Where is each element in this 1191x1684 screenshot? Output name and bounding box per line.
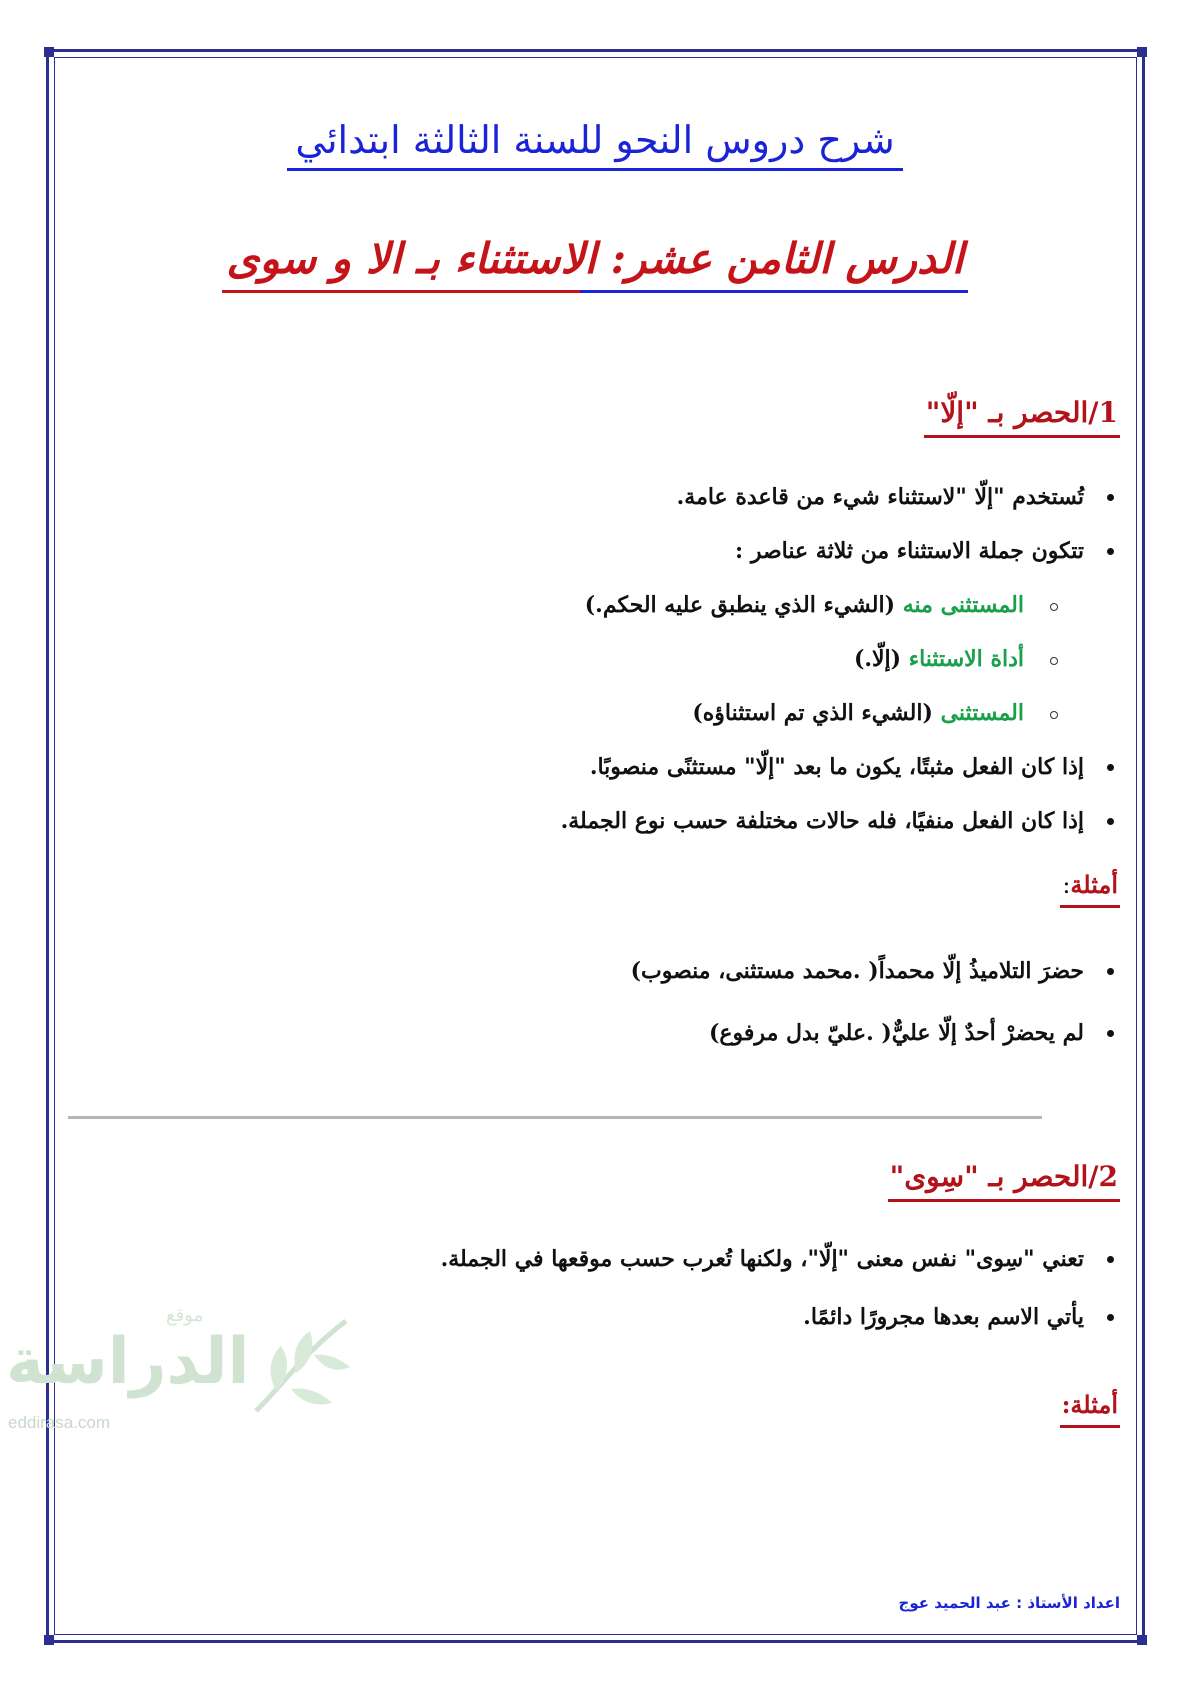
section-divider (68, 1116, 1042, 1119)
bullet-icon (1107, 494, 1114, 501)
lesson-title-underline-red (222, 290, 580, 293)
author-credit: اعداد الأستاذ : عبد الحميد عوج (898, 1594, 1120, 1612)
bullet-icon (1107, 1256, 1114, 1263)
section2-number: 2/ (1088, 1160, 1118, 1193)
bullet-icon (1107, 764, 1114, 771)
main-title-text: شرح دروس النحو للسنة الثالثة ابتدائي (287, 118, 902, 171)
section2-keyword: "سِوى" (889, 1160, 979, 1193)
example-item: لم يحضرْ أحدٌ إلّا عليٌّ( .عليّ بدل مرفوع) (120, 1002, 1120, 1064)
site-watermark-logo (6, 1305, 346, 1445)
watermark-brand-text: الدراسة (6, 1325, 250, 1399)
section1-examples-heading: أمثلة: (1060, 870, 1120, 908)
list-item: تُستخدم "إلّا "لاستثناء شيء من قاعدة عامة. (120, 470, 1120, 524)
frame-corner (1137, 47, 1147, 57)
element-term: المستثنى (940, 700, 1024, 726)
list-item: تعني "سِوى" نفس معنى "إلّا"، ولكنها تُعرب حسب موقعها في الجملة. (120, 1230, 1120, 1288)
list-item: المستثنى (الشيء الذي تم استثناؤه) (120, 686, 1120, 740)
bullet-icon (1107, 548, 1114, 555)
section1-number: 1/ (1088, 396, 1118, 429)
section2-heading-text: الحصر بـ (978, 1160, 1089, 1193)
bullet-icon (1107, 968, 1114, 975)
lesson-title (70, 234, 1120, 293)
element-term: المستثنى منه (902, 592, 1024, 618)
list-item: المستثنى منه (الشيء الذي ينطبق عليه الحكم.) (120, 578, 1120, 632)
frame-corner (44, 47, 54, 57)
bullet-icon (1107, 1030, 1114, 1037)
list-item: تتكون جملة الاستثناء من ثلاثة عناصر : (120, 524, 1120, 578)
frame-corner (44, 1635, 54, 1645)
watermark-small-text: موقع (166, 1305, 204, 1326)
sub-bullet-icon (1050, 603, 1058, 611)
sub-bullet-icon (1050, 657, 1058, 665)
list-item: إذا كان الفعل منفيًا، فله حالات مختلفة حسب نوع الجملة. (120, 794, 1120, 848)
bullet-icon (1107, 1314, 1114, 1321)
section1-intro-list (120, 470, 1120, 848)
section2-heading (888, 1160, 1120, 1202)
section2-examples-heading: أمثلة: (1060, 1390, 1120, 1428)
frame-corner (1137, 1635, 1147, 1645)
example-item: حضرَ التلاميذُ إلّا محمداً( .محمد مستثنى، منصوب) (120, 940, 1120, 1002)
list-item: يأتي الاسم بعدها مجرورًا دائمًا. (120, 1288, 1120, 1346)
list-item: أداة الاستثناء (إلّا.) (120, 632, 1120, 686)
element-term: أداة الاستثناء (908, 646, 1024, 672)
section1-heading-text: الحصر بـ (978, 396, 1089, 429)
section1-examples-list (120, 940, 1120, 1064)
list-item: إذا كان الفعل مثبتًا، يكون ما بعد "إلّا" مستثنًى منصوبًا. (120, 740, 1120, 794)
lesson-title-text: الدرس الثامن عشر: الاستثناء بـ الا و سوى (226, 234, 964, 283)
section1-heading (924, 396, 1120, 438)
main-title (70, 118, 1120, 162)
section1-keyword: "إلّا" (925, 396, 979, 429)
lesson-title-underline-blue (580, 290, 967, 293)
bullet-icon (1107, 818, 1114, 825)
leaf-icon (246, 1311, 356, 1421)
watermark-url: eddirasa.com (8, 1413, 111, 1432)
sub-bullet-icon (1050, 711, 1058, 719)
